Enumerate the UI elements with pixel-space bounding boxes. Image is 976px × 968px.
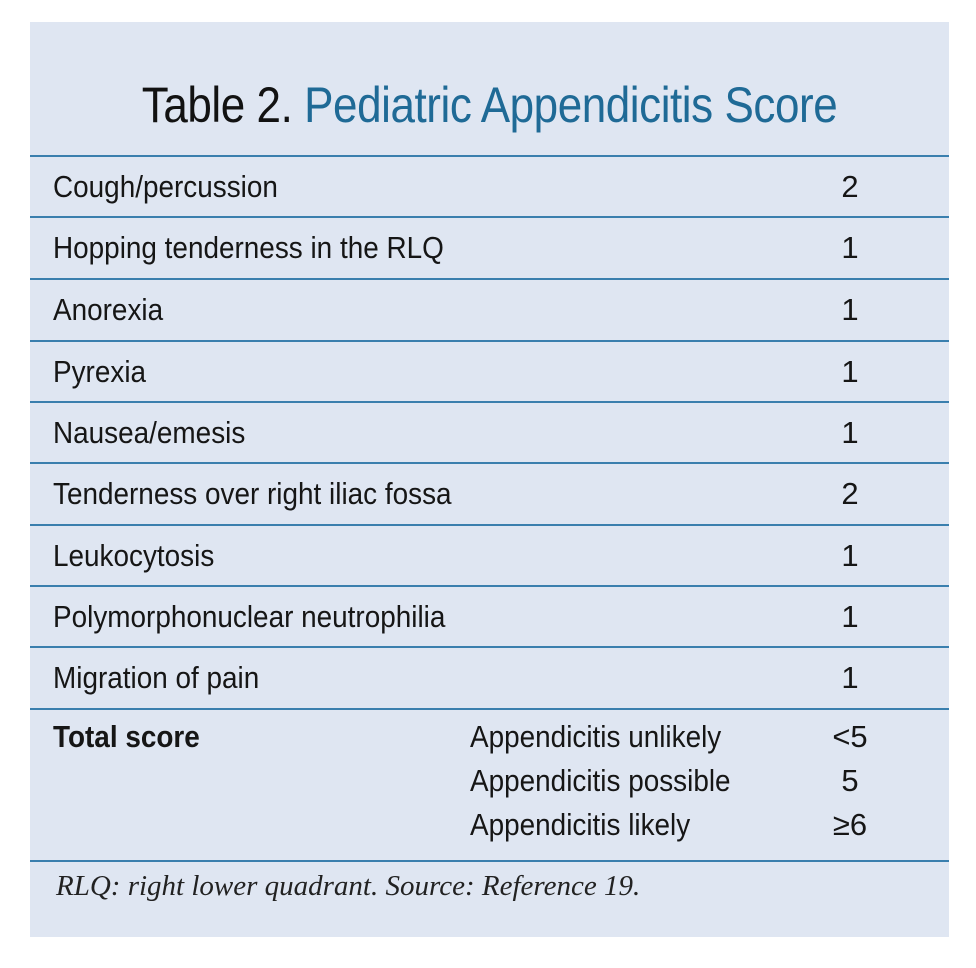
table-title-prefix: Table 2. xyxy=(141,77,293,133)
footnote: RLQ: right lower quadrant. Source: Reference 19. xyxy=(56,870,641,902)
row-label: Leukocytosis xyxy=(53,538,215,573)
row-score: 1 xyxy=(841,599,859,634)
row-score: 2 xyxy=(841,169,859,204)
row-label: Cough/percussion xyxy=(53,169,278,204)
table-row xyxy=(30,403,949,462)
table-row xyxy=(30,218,949,277)
table-title-main: Pediatric Appendicitis Score xyxy=(304,77,838,133)
interpretation-range: 5 xyxy=(841,763,859,798)
interpretation-range: <5 xyxy=(832,719,868,754)
row-score: 1 xyxy=(841,230,859,265)
divider xyxy=(30,860,949,862)
total-score-section xyxy=(30,711,949,861)
table-row xyxy=(30,280,949,339)
table-row xyxy=(30,464,949,523)
interpretation-label: Appendicitis likely xyxy=(470,807,691,842)
row-label: Nausea/emesis xyxy=(53,415,246,450)
table-card xyxy=(30,22,949,937)
row-label: Hopping tenderness in the RLQ xyxy=(53,230,444,265)
row-score: 1 xyxy=(841,538,859,573)
row-score: 2 xyxy=(841,476,859,511)
table-row xyxy=(30,587,949,646)
table-row xyxy=(30,157,949,216)
row-score: 1 xyxy=(841,415,859,450)
row-score: 1 xyxy=(841,292,859,327)
divider xyxy=(30,708,949,710)
row-score: 1 xyxy=(841,354,859,389)
interpretation-range: ≥6 xyxy=(832,807,868,842)
row-label: Migration of pain xyxy=(53,660,260,695)
row-label: Pyrexia xyxy=(53,354,147,389)
table-row xyxy=(30,342,949,401)
interpretation-label: Appendicitis unlikely xyxy=(470,719,722,754)
row-label: Polymorphonuclear neutrophilia xyxy=(53,599,446,634)
row-label: Anorexia xyxy=(53,292,164,327)
row-score: 1 xyxy=(841,660,859,695)
row-label: Tenderness over right iliac fossa xyxy=(53,476,452,511)
table-row xyxy=(30,648,949,707)
interpretation-label: Appendicitis possible xyxy=(470,763,731,798)
table-title xyxy=(85,77,894,133)
total-score-label: Total score xyxy=(53,719,200,754)
table-row xyxy=(30,526,949,585)
